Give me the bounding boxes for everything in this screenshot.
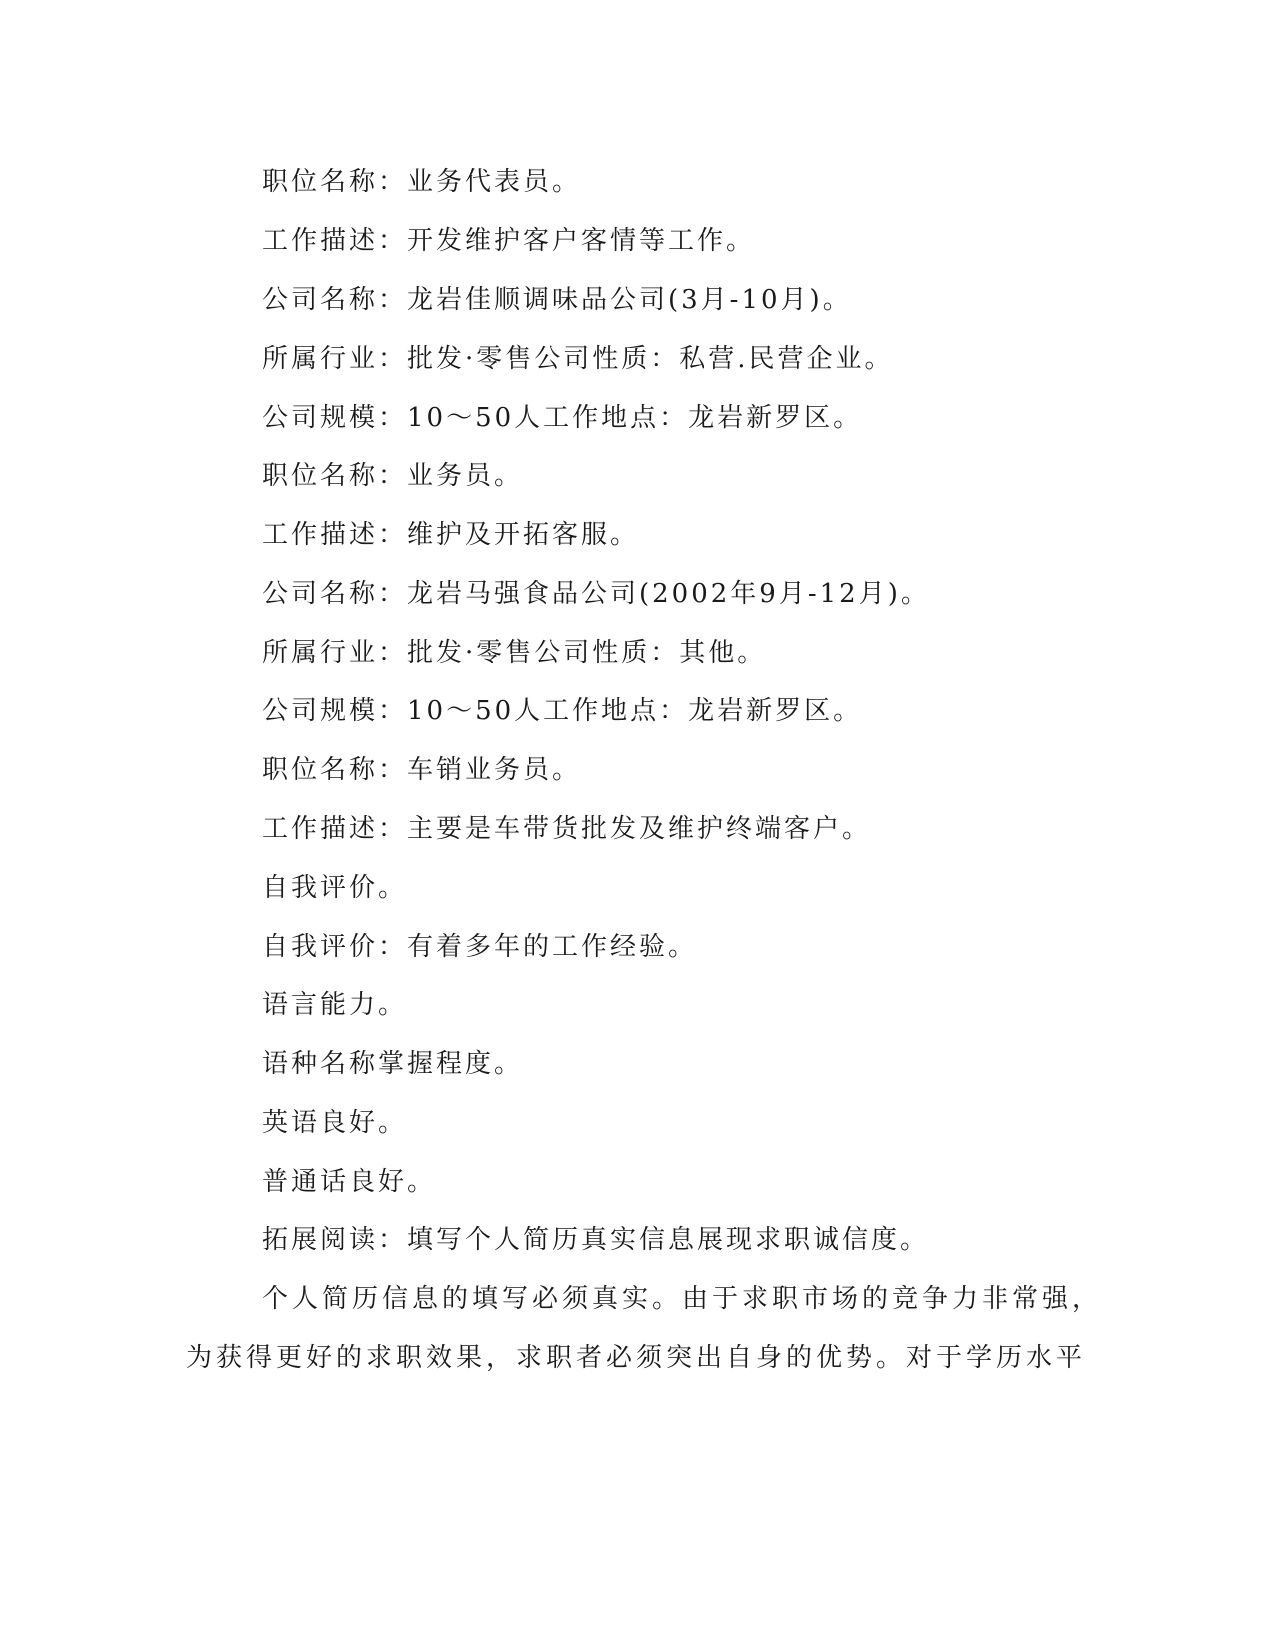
text-line-company-name: 公司名称：龙岩佳顺调味品公司(3月-10月)。 (262, 285, 852, 315)
section-heading-self-evaluation: 自我评价。 (262, 873, 408, 903)
text-line-industry: 所属行业：批发·零售公司性质：其他。 (262, 638, 767, 668)
text-line-job-description: 工作描述：开发维护客户客情等工作。 (262, 226, 756, 256)
text-line-industry: 所属行业：批发·零售公司性质：私营.民营企业。 (262, 344, 894, 374)
paragraph-line-1: 个人简历信息的填写必须真实。由于求职市场的竞争力非常强， (262, 1284, 1103, 1314)
text-line-position-title: 职位名称：业务员。 (262, 461, 524, 491)
text-line-company-size: 公司规模：10～50人工作地点：龙岩新罗区。 (262, 696, 863, 726)
section-heading-language-ability: 语言能力。 (262, 990, 408, 1020)
text-line-extended-reading: 拓展阅读：填写个人简历真实信息展现求职诚信度。 (262, 1225, 930, 1255)
text-line-job-description: 工作描述：维护及开拓客服。 (262, 520, 640, 550)
text-line-language-english: 英语良好。 (262, 1108, 408, 1138)
text-line-language-mandarin: 普通话良好。 (262, 1167, 437, 1197)
text-line-language-header: 语种名称掌握程度。 (262, 1049, 524, 1079)
text-line-company-name: 公司名称：龙岩马强食品公司(2002年9月-12月)。 (262, 579, 930, 609)
text-line-job-description: 工作描述：主要是车带货批发及维护终端客户。 (262, 814, 872, 844)
text-line-self-evaluation: 自我评价：有着多年的工作经验。 (262, 932, 698, 962)
text-line-company-size: 公司规模：10～50人工作地点：龙岩新罗区。 (262, 403, 863, 433)
paragraph-line-2: 为获得更好的求职效果，求职者必须突出自身的优势。对于学历水平 (186, 1343, 1087, 1373)
text-line-position-title: 职位名称：业务代表员。 (262, 167, 582, 197)
text-line-position-title: 职位名称：车销业务员。 (262, 755, 582, 785)
